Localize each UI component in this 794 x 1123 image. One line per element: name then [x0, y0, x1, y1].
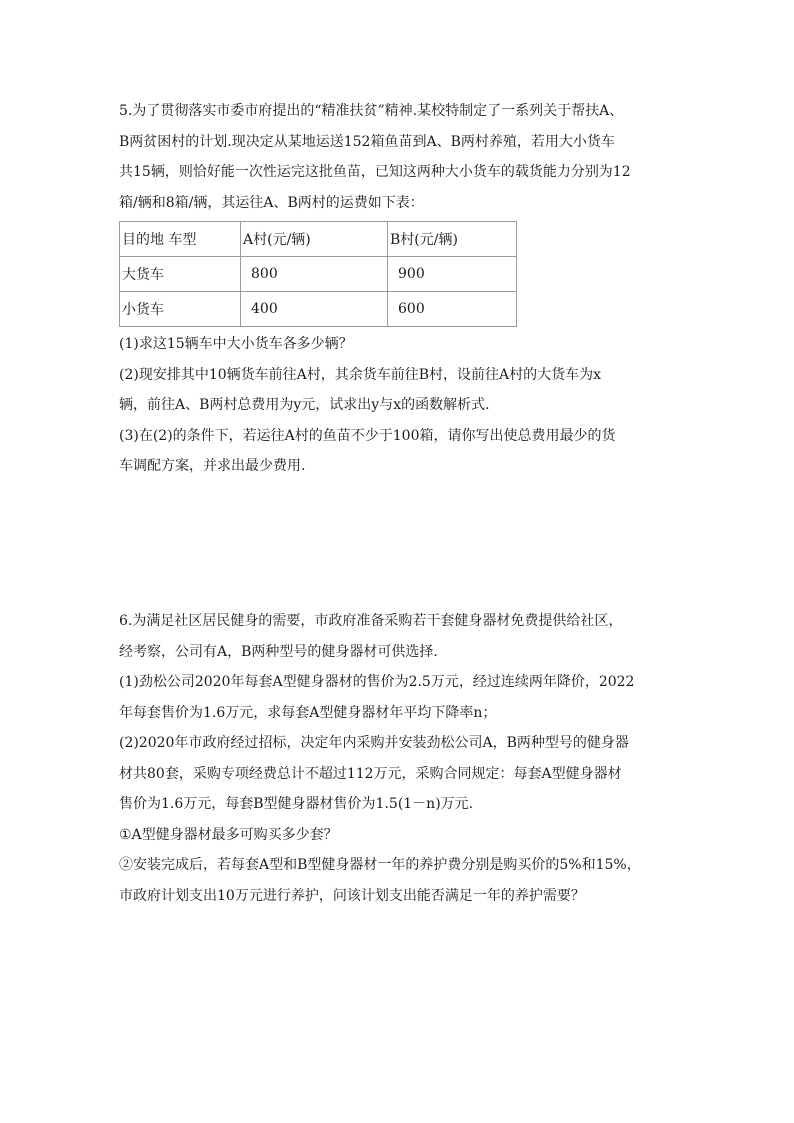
q6-part-2-line-3: 售价为1.6万元，每套B型健身器材售价为1.5(1－n)万元.	[119, 796, 474, 812]
q5-part-3-line-2: 车调配方案，并求出最少费用.	[119, 458, 306, 474]
row-label-large-truck: 大货车	[120, 257, 241, 292]
q5-part-2-line-2: 辆，前往A、B两村总费用为y元，试求出y与x的函数解析式.	[119, 397, 490, 413]
q5-intro-line-1: 5.为了贯彻落实市委市府提出的“精准扶贫”精神.某校特制定了一系列关于帮扶A、	[119, 103, 624, 119]
q6-part-2-line-2: 材共80套，采购专项经费总计不超过112万元，采购合同规定：每套A型健身器材	[119, 765, 622, 782]
q6-sub-2-line-1: ②安装完成后，若每套A型和B型健身器材一年的养护费分别是购买价的5%和15%，	[119, 857, 641, 873]
header-village-b: B村(元/辆)	[388, 222, 517, 257]
table-row	[120, 292, 517, 327]
q5-intro-line-3: 共15辆，则恰好能一次性运完这批鱼苗，已知这两种大小货车的载货能力分别为12	[119, 164, 631, 180]
q6-line-2: 经考察，公司有A，B两种型号的健身器材可供选择.	[119, 643, 438, 660]
q6-part-2-line-1: (2)2020年市政府经过招标，决定年内采购并安装劲松公司A，B两种型号的健身器	[119, 735, 629, 751]
row-label-small-truck: 小货车	[120, 292, 241, 327]
q6-part-1-line-1: (1)劲松公司2020年每套A型健身器材的售价为2.5万元，经过连续两年降价，2022	[119, 674, 635, 690]
q6-sub-1: ①A型健身器材最多可购买多少套？	[119, 826, 338, 843]
question-6	[119, 606, 709, 911]
q5-part-3-line-1: (3)在(2)的条件下，若运往A村的鱼苗不少于100箱，请你写出使总费用最少的货	[119, 427, 616, 444]
header-village-a: A村(元/辆)	[241, 222, 388, 257]
q6-line-1: 6.为满足社区居民健身的需要，市政府准备采购若干套健身器材免费提供给社区，	[119, 613, 623, 629]
q5-part-1: (1)求这15辆车中大小货车各多少辆？	[119, 336, 353, 352]
freight-cost-table	[119, 221, 517, 327]
table-header-row	[120, 222, 517, 257]
cell-large-truck-a: 800	[241, 257, 388, 292]
q5-intro-line-4: 箱/辆和8箱/辆，其运往A、B两村的运费如下表：	[119, 194, 424, 211]
cell-small-truck-b: 600	[388, 292, 517, 327]
cell-small-truck-a: 400	[241, 292, 388, 327]
question-5	[119, 96, 709, 482]
q6-part-1-line-2: 年每套售价为1.6万元，求每套A型健身器材年平均下降率n；	[119, 704, 497, 721]
q6-sub-2-line-2: 市政府计划支出10万元进行养护，问该计划支出能否满足一年的养护需要？	[119, 887, 585, 904]
cell-large-truck-b: 900	[388, 257, 517, 292]
header-destination-vehicle: 目的地 车型	[120, 222, 241, 257]
q5-part-2-line-1: (2)现安排其中10辆货车前往A村，其余货车前往B村，设前往A村的大货车为x	[119, 366, 602, 383]
q5-intro-line-2: B两贫困村的计划.现决定从某地运送152箱鱼苗到A、B两村养殖，若用大小货车	[119, 133, 615, 150]
table-row	[120, 257, 517, 292]
